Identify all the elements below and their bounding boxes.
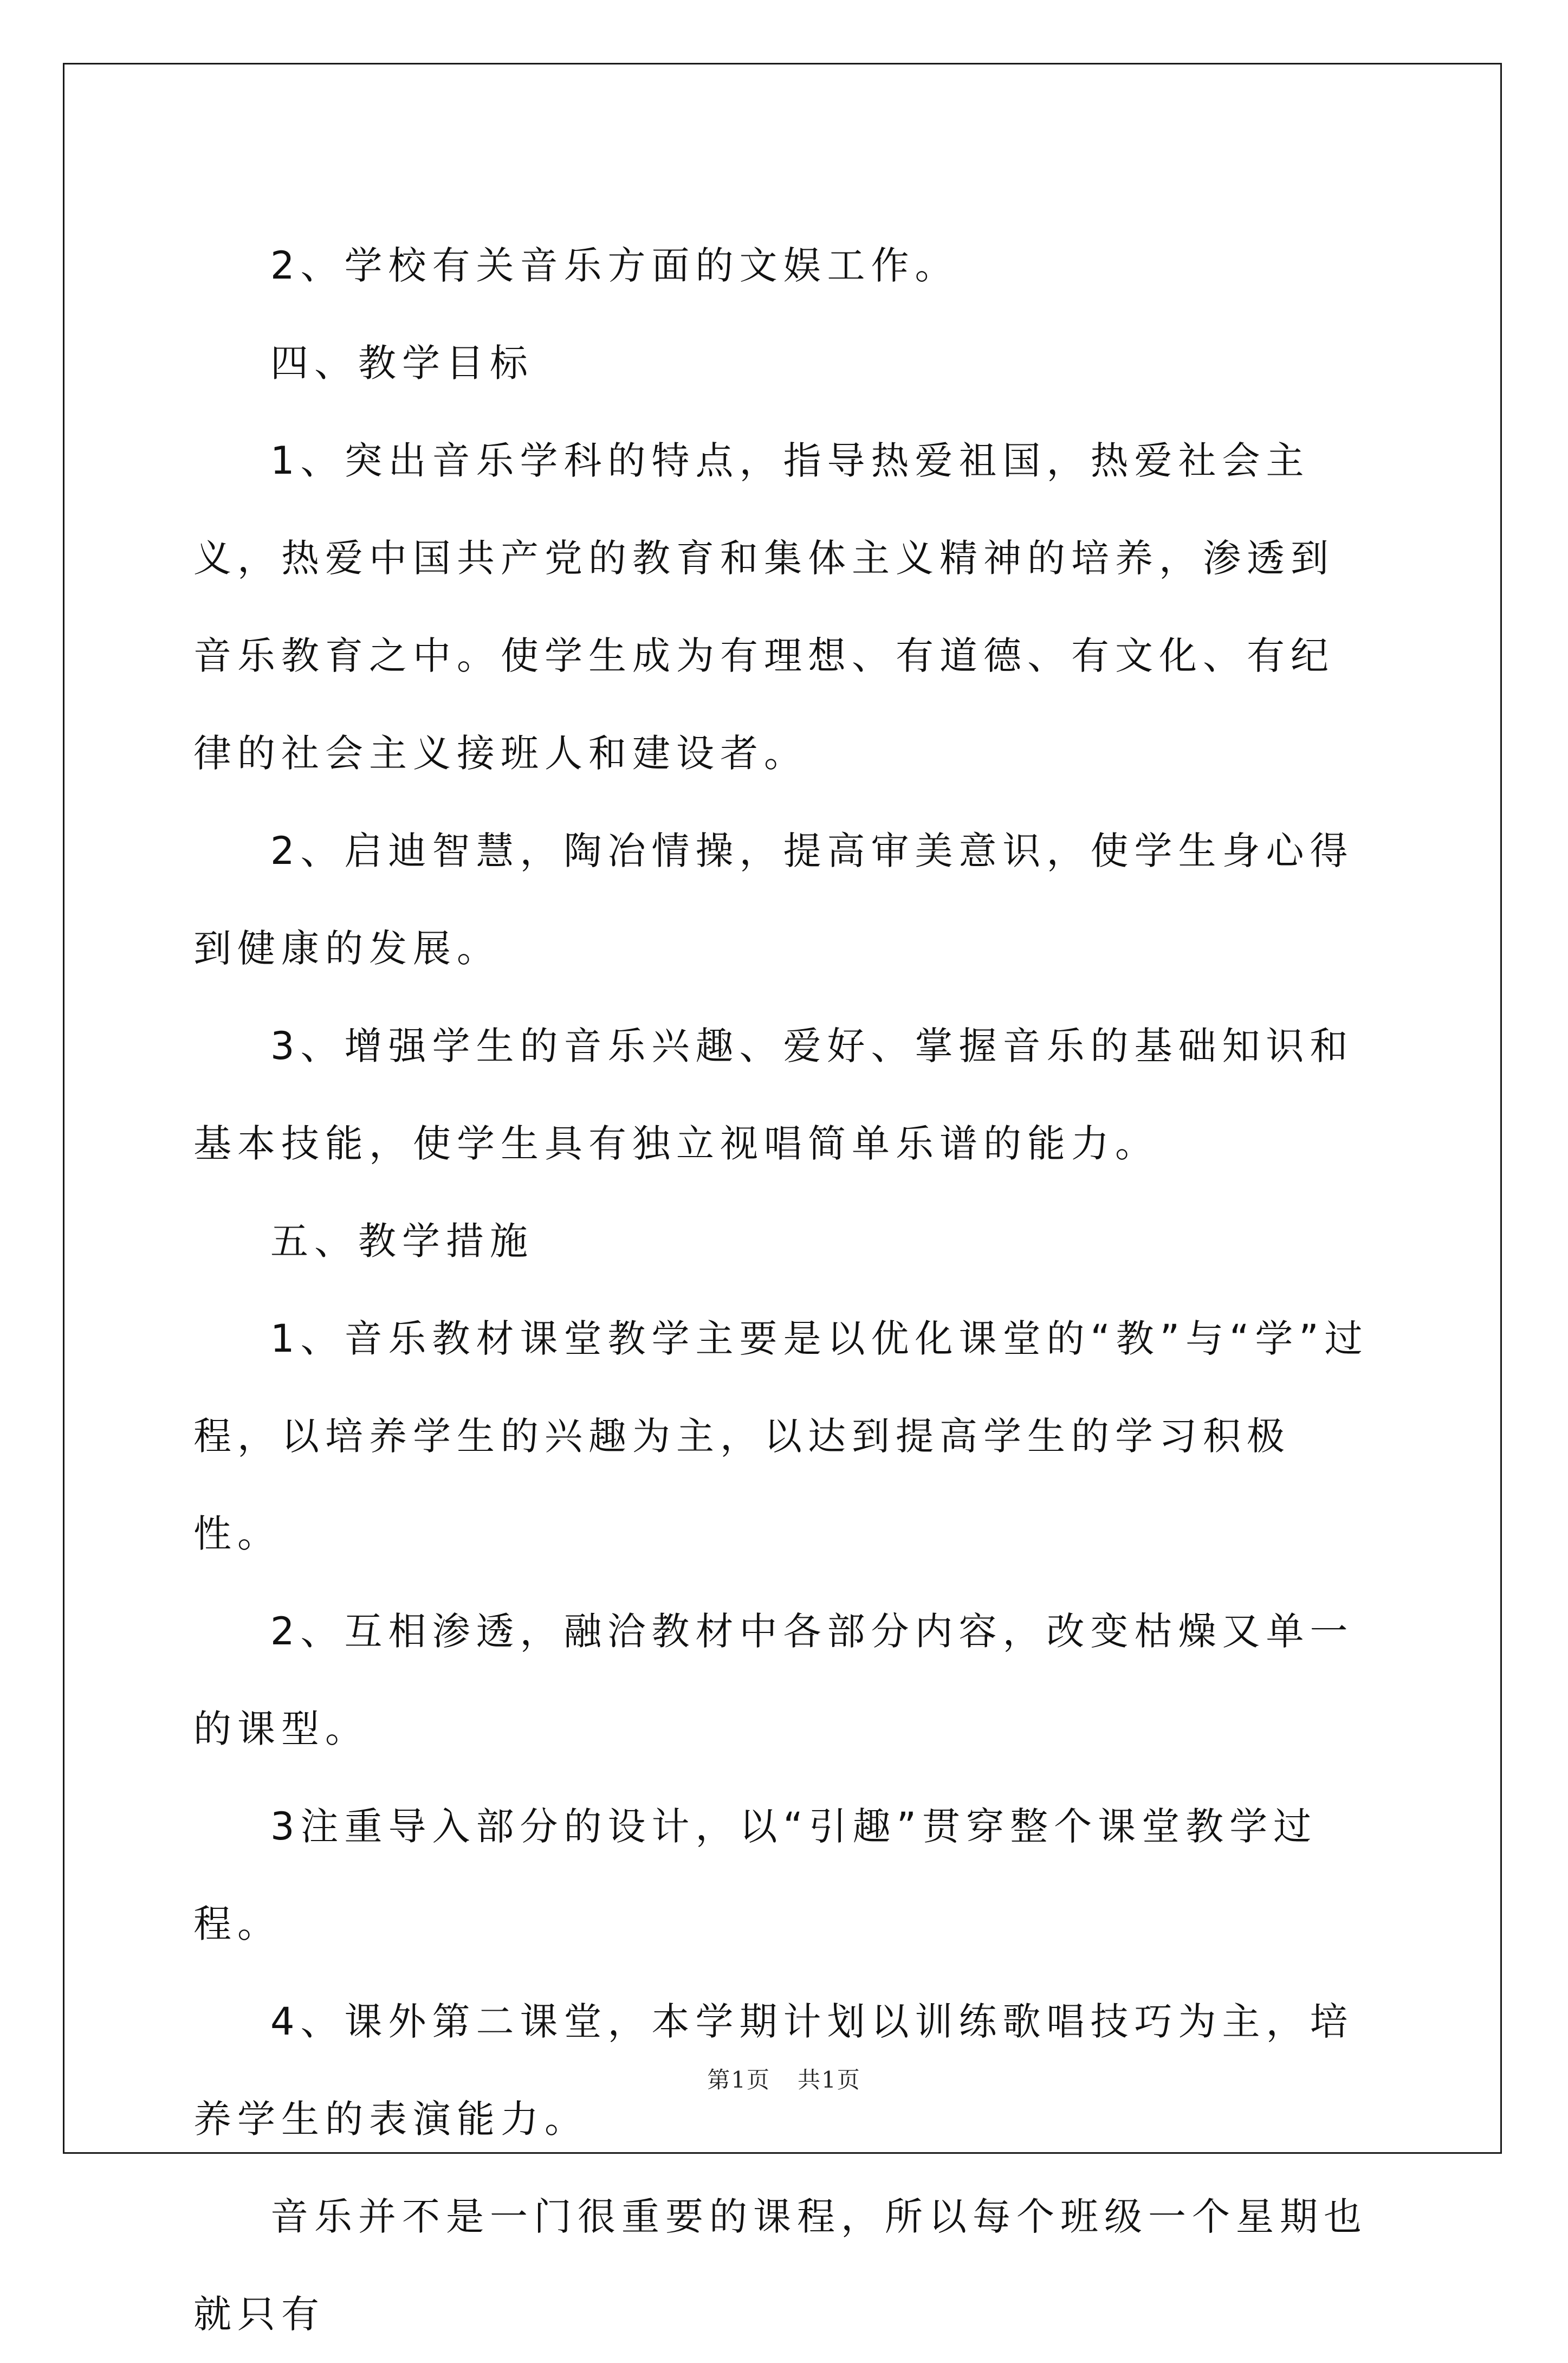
page-total: 共1页: [798, 2067, 861, 2093]
paragraph-goal-2: 2、启迪智慧，陶冶情操，提高审美意识，使学生身心得到健康的发展。: [193, 829, 1354, 971]
paragraph-goal-1: 1、突出音乐学科的特点，指导热爱祖国，热爱社会主义，热爱中国共产党的教育和集体主义精神的培养，渗透到音乐教育之中。使学生成为有理想、有道德、有文化、有纪律的社会主义接班人和建设者。: [193, 438, 1334, 776]
paragraph-goal-3: 3、增强学生的音乐兴趣、爱好、掌握音乐的基础知识和基本技能，使学生具有独立视唱简单乐谱的能力。: [193, 1024, 1354, 1166]
page-number: 第1页: [707, 2067, 770, 2093]
paragraph-closing: 音乐并不是一门很重要的课程，所以每个班级一个星期也就只有: [193, 2194, 1368, 2336]
paragraph-measure-3: 3注重导入部分的设计，以“引趣”贯穿整个课堂教学过程。: [193, 1804, 1318, 1946]
paragraph-measure-2: 2、互相渗透，融洽教材中各部分内容，改变枯燥又单一的课型。: [193, 1609, 1354, 1751]
paragraph-measure-1: 1、音乐教材课堂教学主要是以优化课堂的“教”与“学”过程，以培养学生的兴趣为主，以达到提高学生的学习积极性。: [193, 1316, 1369, 1556]
document-body: [193, 217, 1375, 2363]
page-footer: [0, 2062, 1568, 2095]
section-heading-teaching-goals: 四、教学目标: [270, 341, 534, 385]
paragraph-1: 2、学校有关音乐方面的文娱工作。: [270, 243, 959, 288]
paragraph-measure-4: 4、课外第二课堂，本学期计划以训练歌唱技巧为主，培养学生的表演能力。: [193, 1999, 1354, 2141]
section-heading-teaching-measures: 五、教学措施: [270, 1219, 534, 1263]
